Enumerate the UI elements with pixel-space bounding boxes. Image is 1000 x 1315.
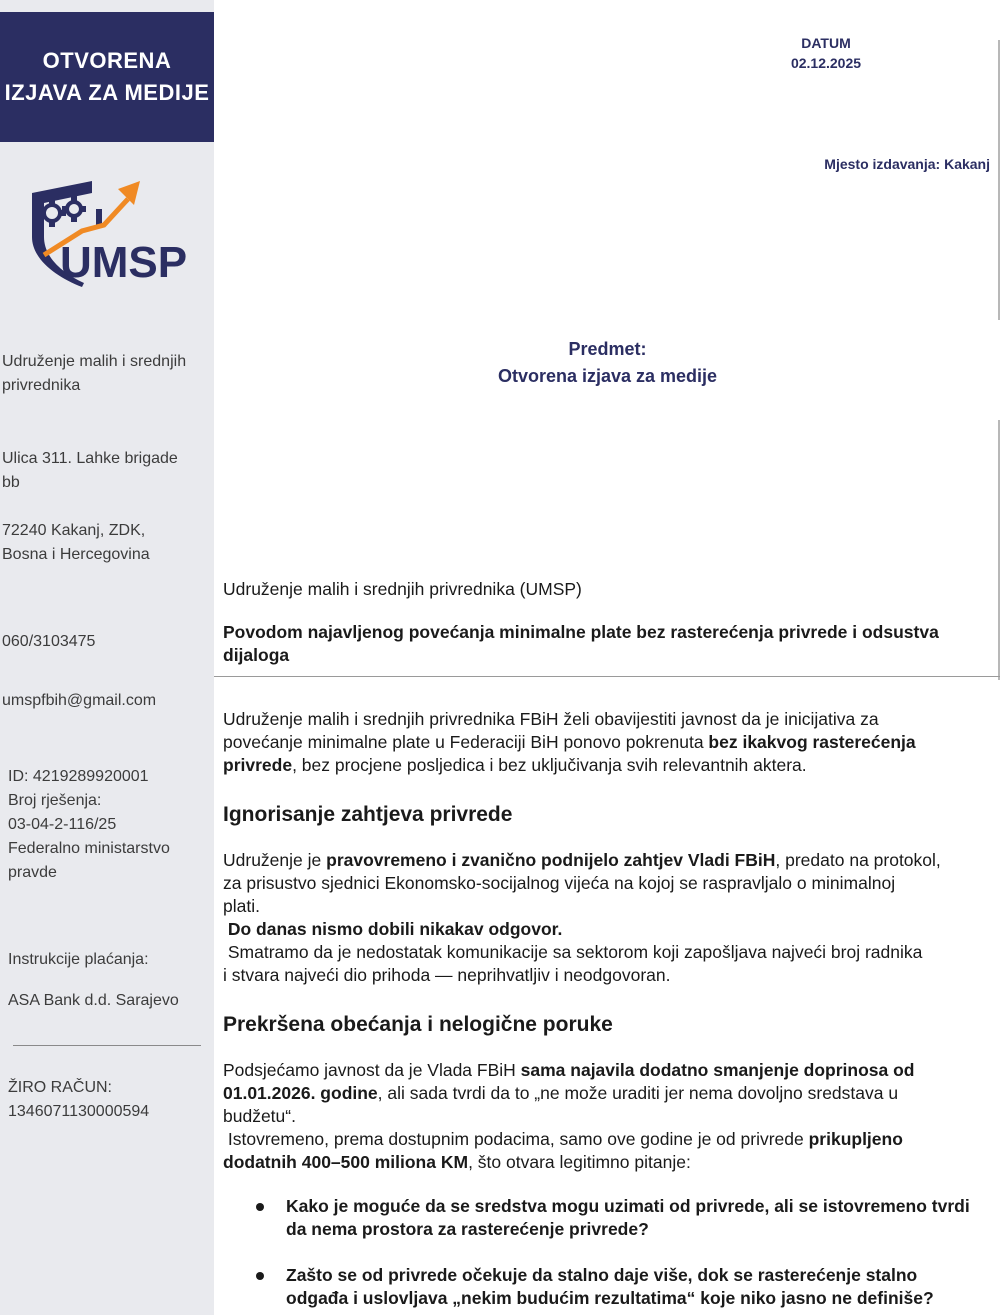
bold-span: 01.01.2026. godine	[223, 1083, 378, 1103]
text-span: Podsjećamo javnost da je Vlada FBiH	[223, 1060, 521, 1080]
heading-ignoring-requests: Ignorisanje zahtjeva privrede	[223, 803, 513, 826]
list-item	[286, 1195, 991, 1241]
list-item-line: Kako je moguće da se sredstva mogu uzimati od privrede, ali se istovremeno tvrdi	[286, 1196, 970, 1216]
bullet-icon	[256, 1203, 264, 1211]
text-line: za prisustvo sjednici Ekonomsko-socijalnog vijeća na kojoj se raspravljalo o minimalnoj	[223, 873, 896, 893]
street-line-2: bb	[2, 474, 20, 491]
list-item-line: Zašto se od privrede očekuje da stalno daje više, dok se rasterećenje stalno	[286, 1265, 918, 1285]
bold-span: bez ikakvog rasterećenja	[708, 732, 916, 752]
statement-title	[223, 621, 983, 667]
org-name	[2, 350, 186, 398]
text-line	[223, 1059, 983, 1082]
city-address	[2, 519, 150, 567]
text-line: Do danas nismo dobili nikakav odgovor.	[223, 919, 563, 939]
decision-label: Broj rješenja:	[8, 792, 102, 809]
text-span: , bez procjene posljedica i bez uključivanja svih relevantnih aktera.	[292, 755, 807, 775]
ministry-line-1: Federalno ministarstvo	[8, 840, 170, 857]
statement-title-line-1: Povodom najavljenog povećanja minimalne plate bez rasterećenja privrede i odsustva	[223, 622, 939, 642]
logo-text: UMSP	[60, 238, 188, 287]
paragraph-intro	[223, 708, 983, 777]
date-label: DATUM	[801, 35, 851, 51]
section-divider	[214, 676, 1000, 677]
decision-number: 03-04-2-116/25	[8, 816, 117, 833]
paragraph-ignoring	[223, 849, 983, 987]
place-of-issue: Mjesto izdavanja: Kakanj	[824, 156, 990, 172]
text-line	[223, 731, 983, 754]
city-line-2: Bosna i Hercegovina	[2, 546, 150, 563]
subject-value: Otvorena izjava za medije	[497, 366, 718, 386]
paragraph-promises	[223, 1059, 983, 1174]
text-span: povećanje minimalne plate u Federaciji BiH ponovo pokrenuta	[223, 732, 709, 752]
header-line-2: IZJAVA ZA MEDIJE	[4, 80, 210, 105]
umsp-logo	[22, 175, 197, 290]
text-line	[223, 1082, 983, 1105]
org-name-line-2: privrednika	[2, 377, 81, 394]
bank-name: ASA Bank d.d. Sarajevo	[8, 992, 179, 1009]
ministry-line-2: pravde	[8, 864, 57, 881]
text-line: i stvara najveći dio prihoda — neprihvatljiv i neodgovoran.	[223, 965, 671, 985]
sidebar-header	[0, 12, 214, 142]
street-line-1: Ulica 311. Lahke brigade	[2, 450, 178, 467]
list-item	[286, 1264, 991, 1310]
list-item-line: da nema prostora za rasterećenje privrede?	[286, 1219, 649, 1239]
date-block	[780, 33, 872, 73]
id-line: ID: 4219289920001	[8, 768, 149, 785]
subject-block	[440, 336, 775, 390]
sidebar	[0, 0, 214, 1315]
text-line	[223, 1151, 983, 1174]
date-value: 02.12.2025	[790, 55, 862, 71]
text-line: Smatramo da je nedostatak komunikacije sa sektorom koji zapošljava najveći broj radnika	[223, 942, 923, 962]
text-line	[223, 849, 983, 872]
account-number: 1346071130000594	[8, 1103, 150, 1120]
phone-number[interactable]: 060/3103475	[2, 633, 96, 650]
org-full-name: Udruženje malih i srednjih privrednika (UMSP)	[223, 579, 582, 599]
text-span: , ali sada tvrdi da to „ne može uraditi jer nema dovoljno sredstava u	[377, 1083, 899, 1103]
account-label: ŽIRO RAČUN:	[8, 1079, 112, 1096]
text-span: Udruženje je	[223, 850, 327, 870]
text-span: , što otvara legitimno pitanje:	[468, 1152, 691, 1172]
text-span: , predato na protokol,	[775, 850, 941, 870]
bold-span: sama najavila dodatno smanjenje doprinosa od	[520, 1060, 915, 1080]
payment-label: Instrukcije plaćanja:	[8, 951, 149, 968]
header-line-1: OTVORENA	[42, 48, 172, 73]
bold-span: privrede	[223, 755, 293, 775]
text-line: budžetu“.	[223, 1106, 296, 1126]
bold-span: pravovremeno i zvanično podnijelo zahtjev Vladi FBiH	[326, 850, 776, 870]
text-line	[223, 754, 983, 777]
bullet-icon	[256, 1272, 264, 1280]
subject-label: Predmet:	[568, 339, 647, 359]
bold-span: dodatnih 400–500 miliona KM	[223, 1152, 469, 1172]
list-item-line: odgađa i uslovljava „nekim budućim rezultatima“ koje niko jasno ne definiše?	[286, 1288, 934, 1308]
text-line	[223, 1128, 983, 1151]
city-line-1: 72240 Kakanj, ZDK,	[2, 522, 146, 539]
text-line: Udruženje malih i srednjih privrednika FBiH želi obavijestiti javnost da je inicijativa za	[223, 709, 879, 729]
org-name-line-1: Udruženje malih i srednjih	[2, 353, 187, 370]
heading-broken-promises: Prekršena obećanja i nelogične poruke	[223, 1013, 613, 1036]
email-address[interactable]: umspfbih@gmail.com	[2, 692, 157, 709]
street-address	[2, 447, 178, 495]
account-info	[8, 1076, 149, 1124]
registration-info	[8, 765, 170, 885]
sidebar-divider	[13, 1045, 201, 1046]
bold-span: prikupljeno	[808, 1129, 903, 1149]
text-line: plati.	[223, 896, 260, 916]
statement-title-line-2: dijaloga	[223, 645, 290, 665]
text-span: Istovremeno, prema dostupnim podacima, samo ove godine je od privrede	[223, 1129, 809, 1149]
